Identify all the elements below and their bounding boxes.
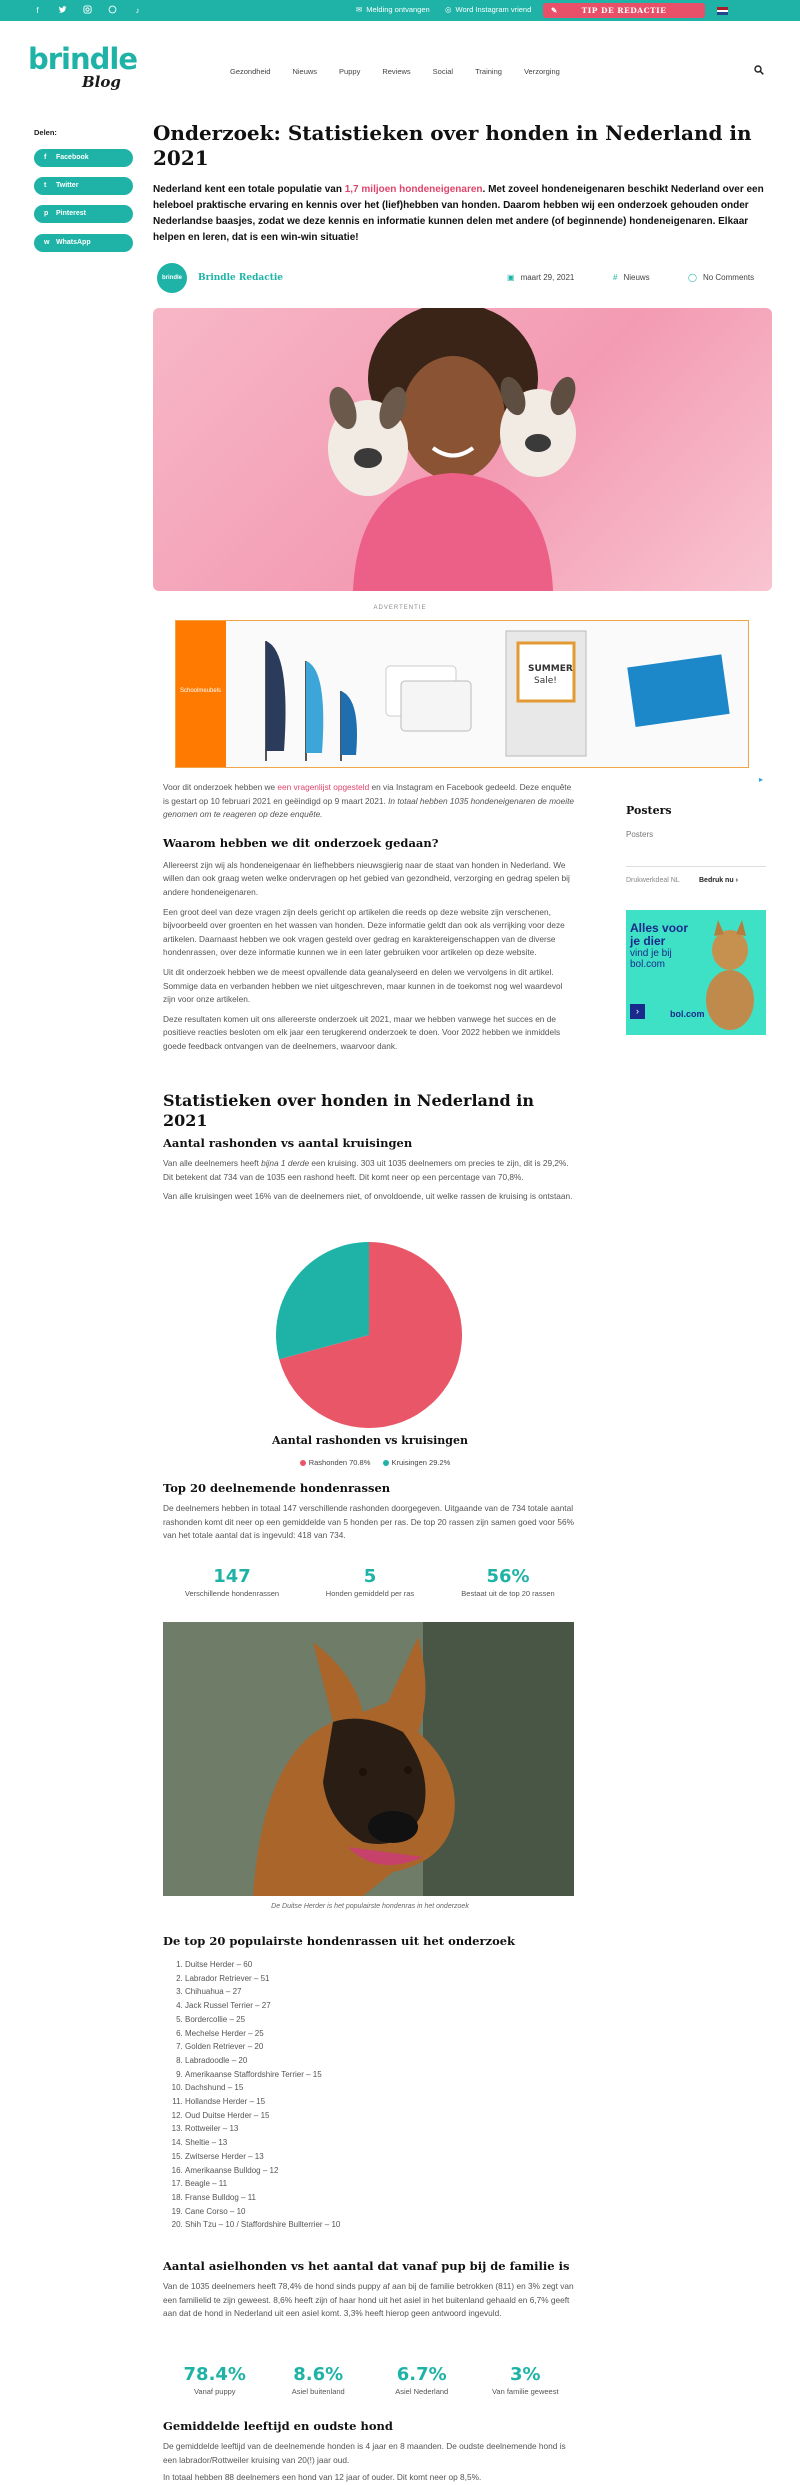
paragraph-intro: Voor dit onderzoek hebben we een vragenlijst opgesteld en via Instagram en Facebook gedeeld. Deze enquête is gestart op 10 februari 2021 en geëindigd op 9 maart 2021. In totaal hebben 1035 hondeneigenaren de moeite genomen om te reageren op deze enquête. — [163, 782, 575, 820]
article-body-1 — [163, 781, 577, 1054]
german-shepherd-image — [163, 1622, 574, 1896]
breed-list — [163, 1958, 463, 2232]
nav-item-nieuws[interactable]: Nieuws — [292, 67, 318, 76]
article-body-5 — [163, 2418, 577, 2485]
nav-item-gezondheid[interactable]: Gezondheid — [230, 67, 271, 76]
banner-ad[interactable] — [175, 620, 749, 768]
nav-item-reviews[interactable]: Reviews — [382, 67, 411, 76]
list-item: 2. Labrador Retriever – 51 — [185, 1972, 463, 1986]
article-body-2 — [163, 1091, 577, 1204]
share-twitter-button[interactable]: t Twitter — [34, 177, 133, 195]
list-item: 15. Zwitserse Herder – 13 — [185, 2150, 463, 2164]
legend-rashonden: Rashonden 70.8% — [308, 1458, 371, 1467]
divider — [626, 866, 766, 867]
top-bar — [0, 0, 800, 21]
list-item: 13. Rottweiler – 13 — [185, 2122, 463, 2136]
arrow-right-icon[interactable]: › — [630, 1004, 645, 1019]
flag-nl-icon[interactable] — [717, 7, 728, 15]
paragraph-8: De deelnemers hebben in totaal 147 verschillende rashonden doorgegeven. Uitgaande van de 734 totale aantal rashonden komt dit neer op een gemiddelde van 5 honden per ras. De top 20 rassen zijn samen goed voor 56% van het totale aantal dat is ingevuld: 418 van 734. — [163, 1503, 574, 1541]
heading-asiel: Aantal asielhonden vs het aantal dat vanaf pup bij de familie is — [163, 2259, 570, 2273]
nav-item-training[interactable]: Training — [475, 67, 502, 76]
heading-statistieken: Statistieken over honden in Nederland in 2021 — [163, 1091, 534, 1130]
chart-legend — [163, 1457, 577, 1469]
paragraph-9: Van de 1035 deelnemers heeft 78,4% de hond sinds puppy af aan bij de familie betrokken (811) en 3% zegt van een familielid te zijn geweest. 8,6% heeft zijn of haar hond uit het asiel in het buitenland gehaald en 6,7% geeft aan dat de hond in Nederland uit een asiel komt. 3,3% heeft hierop geen antwoord ingevuld. — [163, 2281, 574, 2319]
list-item: 1. Duitse Herder – 60 — [185, 1958, 463, 1972]
paragraph-11: In totaal hebben 88 deelnemers een hond van 12 jaar of ouder. Dit komt neer op 8,5%. — [163, 2472, 482, 2483]
page-title: Onderzoek: Statistieken over honden in Nederland in 2021 — [153, 121, 752, 170]
share-whatsapp-button[interactable]: w WhatsApp — [34, 234, 133, 252]
bol-ad[interactable] — [626, 910, 766, 1035]
heading-aantal-rashonden: Aantal rashonden vs aantal kruisingen — [163, 1136, 413, 1150]
edit-icon: ✎ — [551, 6, 558, 15]
article-body-4 — [163, 2258, 577, 2321]
sidebar-link-posters[interactable]: Posters — [626, 830, 654, 839]
list-item: 8. Labradoodle – 20 — [185, 2054, 463, 2068]
tip-button[interactable]: ✎ TIP DE REDACTIE — [543, 3, 705, 18]
social-links — [32, 5, 143, 16]
sponsor-label: Drukwerkdeal NL — [626, 877, 680, 884]
stats-row-2 — [163, 2364, 577, 2398]
comment-icon: ◯ — [688, 273, 697, 282]
list-item: 12. Oud Duitse Herder – 15 — [185, 2109, 463, 2123]
legend-kruisingen: Kruisingen 29.2% — [391, 1458, 451, 1467]
list-item: 18. Franse Bulldog – 11 — [185, 2191, 463, 2205]
facebook-icon: f — [44, 154, 47, 161]
bol-logo: bol.com — [670, 1009, 705, 1019]
bol-headline: Alles voor je dier — [630, 921, 689, 948]
list-item: 7. Golden Retriever – 20 — [185, 2040, 463, 2054]
nav-item-social[interactable]: Social — [432, 67, 454, 76]
sidebar-title: Posters — [626, 804, 672, 817]
stat-item: 3% Van familie geweest — [491, 2364, 559, 2396]
legend-swatch-kruisingen — [383, 1460, 389, 1466]
list-item: 11. Hollandse Herder – 15 — [185, 2095, 463, 2109]
list-item: 19. Cane Corso – 10 — [185, 2205, 463, 2219]
whatsapp-icon: w — [44, 239, 50, 246]
share-facebook-button[interactable]: f Facebook — [34, 149, 133, 167]
adchoices-icon[interactable]: ▸ — [759, 775, 764, 784]
bol-subline: vind je bij bol.com — [630, 948, 672, 970]
pinterest-icon: p — [44, 210, 49, 217]
stat-item: 56% Bestaat uit de top 20 rassen — [461, 1566, 555, 1598]
hero-image — [153, 308, 772, 591]
instagram-small-icon: ◎ — [445, 5, 452, 14]
list-item: 16. Amerikaanse Bulldog – 12 — [185, 2164, 463, 2178]
top-link-instagram[interactable]: ◎ Word Instagram vriend — [445, 5, 532, 14]
paragraph-6: Van alle deelnemers heeft bijna 1 derde een kruising. 303 uit 1035 deelnemers om precies te zijn, dit is 29,2%. Dit betekent dat 734 van de 1035 een rashond heeft. Dit komt neer op een percentage van 70,8%. — [163, 1158, 569, 1182]
survey-link[interactable]: een vragenlijst opgesteld — [277, 782, 370, 792]
heading-top20: Top 20 deelnemende hondenrassen — [163, 1481, 391, 1495]
heading-leeftijd: Gemiddelde leeftijd en oudste hond — [163, 2419, 393, 2433]
paragraph-2: Allereerst zijn wij als hondeneigenaar én liefhebbers nieuwsgierig naar de staat van honden in Nederland. We willen dan ook graag weten welke ondervragen op het gebied van gezondheid, verzorging en gedrag spelen bij andere hondeneigenaren. — [163, 859, 570, 897]
stat-item: 5 Honden gemiddeld per ras — [325, 1566, 415, 1598]
mail-icon: ✉ — [356, 5, 363, 14]
pie-chart — [274, 1240, 464, 1430]
twitter-icon: t — [44, 182, 47, 189]
list-item: 3. Chihuahua – 27 — [185, 1985, 463, 1999]
post-category[interactable]: # Nieuws — [613, 273, 650, 282]
paragraph-3: Een groot deel van deze vragen zijn deels gericht op artikelen die reeds op deze website zijn verschenen, bijvoorbeeld over groenten en het wassen van honden. Deze informatie geldt dan ook als verrijking voor deze artikelen. Daarnaast hebben we ook vragen gesteld over gedrag en karaktereigenschappen van de diverse hondenrassen, over deze informatie kunnen we in een later gebruiken voor artikelen op deze website. — [163, 906, 565, 958]
site-logo[interactable]: brindle Blog — [28, 42, 138, 91]
post-date: ▣ maart 29, 2021 — [507, 273, 575, 282]
chart-title: Aantal rashonden vs kruisingen — [272, 1434, 468, 1447]
ad-label: ADVERTENTIE — [373, 605, 427, 611]
stat-item: 6.7% Asiel Nederland — [395, 2364, 449, 2396]
top-link-melding[interactable]: ✉ Melding ontvangen — [356, 5, 430, 14]
print-cta-link[interactable]: Bedruk nu › — [699, 877, 738, 884]
list-item: 9. Amerikaanse Staffordshire Terrier – 15 — [185, 2068, 463, 2082]
paragraph-5: Deze resultaten komen uit ons allereerste onderzoek uit 2021, maar we hebben vanwege het succes en de positieve reacties besloten om elk jaar een terugkerend onderzoek te doen. Voor 2022 hebben we inmiddels goede feedback ontvangen van de deelnemers, waarvoor dank. — [163, 1013, 561, 1051]
list-item: 4. Jack Russel Terrier – 27 — [185, 1999, 463, 2013]
avatar[interactable]: brindle — [157, 263, 187, 293]
nav-item-puppy[interactable]: Puppy — [339, 67, 361, 76]
list-item: 20. Shih Tzu – 10 / Staffordshire Bullterrier – 10 — [185, 2218, 463, 2232]
facebook-icon[interactable]: f — [36, 6, 39, 15]
hashtag-icon: # — [613, 273, 618, 282]
list-item: 14. Sheltie – 13 — [185, 2136, 463, 2150]
stats-row-1 — [163, 1566, 577, 1600]
ad-brand-block: Schoolmeubels — [176, 621, 226, 767]
heading-waarom: Waarom hebben we dit onderzoek gedaan? — [163, 835, 439, 850]
paragraph-7: Van alle kruisingen weet 16% van de deelnemers niet, of onvoldoende, uit welke rassen de kruising is ontstaan. — [163, 1191, 573, 1202]
main-nav — [230, 66, 582, 78]
paragraph-10: De gemiddelde leeftijd van de deelnemende honden is 4 jaar en 8 maanden. De oudste deelnemende hond is een labrador/Rottweiler kruising van 20(!) jaar oud. — [163, 2441, 566, 2465]
tiktok-icon[interactable]: ♪ — [135, 6, 140, 15]
chevron-right-icon: › — [735, 877, 738, 884]
heading-populair: De top 20 populairste hondenrassen uit het onderzoek — [163, 1934, 516, 1948]
stat-item: 147 Verschillende hondenrassen — [184, 1566, 280, 1598]
legend-swatch-rashonden — [300, 1460, 306, 1466]
list-item: 6. Mechelse Herder – 25 — [185, 2027, 463, 2041]
article-body-3 — [163, 1480, 577, 1543]
svg-text:Sale!: Sale! — [534, 676, 557, 686]
intro-text: Nederland kent een totale populatie van 1,7 miljoen hondeneigenaren. Met zoveel hondeneigenaren beschikt Nederland over een heleboel praktische ervaring en kennis over het (lief)hebben van honden. Daarom hebben wij een onderzoek gehouden onder Nederlandse baasjes, zodat we deze kennis en informatie kunnen delen met andere (of beginnende) hondeneigenaren. Elkaar helpen en leren, dat is een win-win situatie! — [153, 184, 764, 243]
intro-link[interactable]: 1,7 miljoen hondeneigenaren — [344, 184, 483, 195]
paragraph-4: Uit dit onderzoek hebben we de meest opvallende data geanalyseerd en delen we vervolgens in dit artikel. Sommige data en verbanden hebben we niet uitgeschreven, maar kunnen in de toekomst nog wel waardevol zijn voor onze artikelen. — [163, 966, 563, 1005]
list-item: 10. Dachshund – 15 — [185, 2081, 463, 2095]
image-caption: De Duitse Herder is het populairste hondenras in het onderzoek — [271, 1903, 469, 1910]
list-item: 5. Bordercollie – 25 — [185, 2013, 463, 2027]
author-name[interactable]: Brindle Redactie — [198, 273, 283, 283]
heading-populair-wrap — [163, 1933, 577, 1949]
twitter-icon[interactable] — [57, 5, 68, 16]
nav-item-verzorging[interactable]: Verzorging — [523, 67, 560, 76]
search-icon[interactable] — [754, 65, 764, 75]
instagram-icon[interactable] — [82, 5, 93, 16]
post-comments[interactable]: ◯ No Comments — [688, 273, 755, 282]
stat-item: 8.6% Asiel buitenland — [291, 2364, 345, 2396]
calendar-icon: ▣ — [507, 273, 515, 282]
list-item: 17. Beagle – 11 — [185, 2177, 463, 2191]
share-pinterest-button[interactable]: p Pinterest — [34, 205, 133, 223]
whatsapp-icon[interactable] — [107, 5, 118, 16]
svg-text:SUMMER: SUMMER — [528, 664, 573, 674]
stat-item: 78.4% Vanaf puppy — [183, 2364, 246, 2396]
article-meta — [153, 263, 773, 297]
share-title: Delen: — [34, 128, 57, 137]
